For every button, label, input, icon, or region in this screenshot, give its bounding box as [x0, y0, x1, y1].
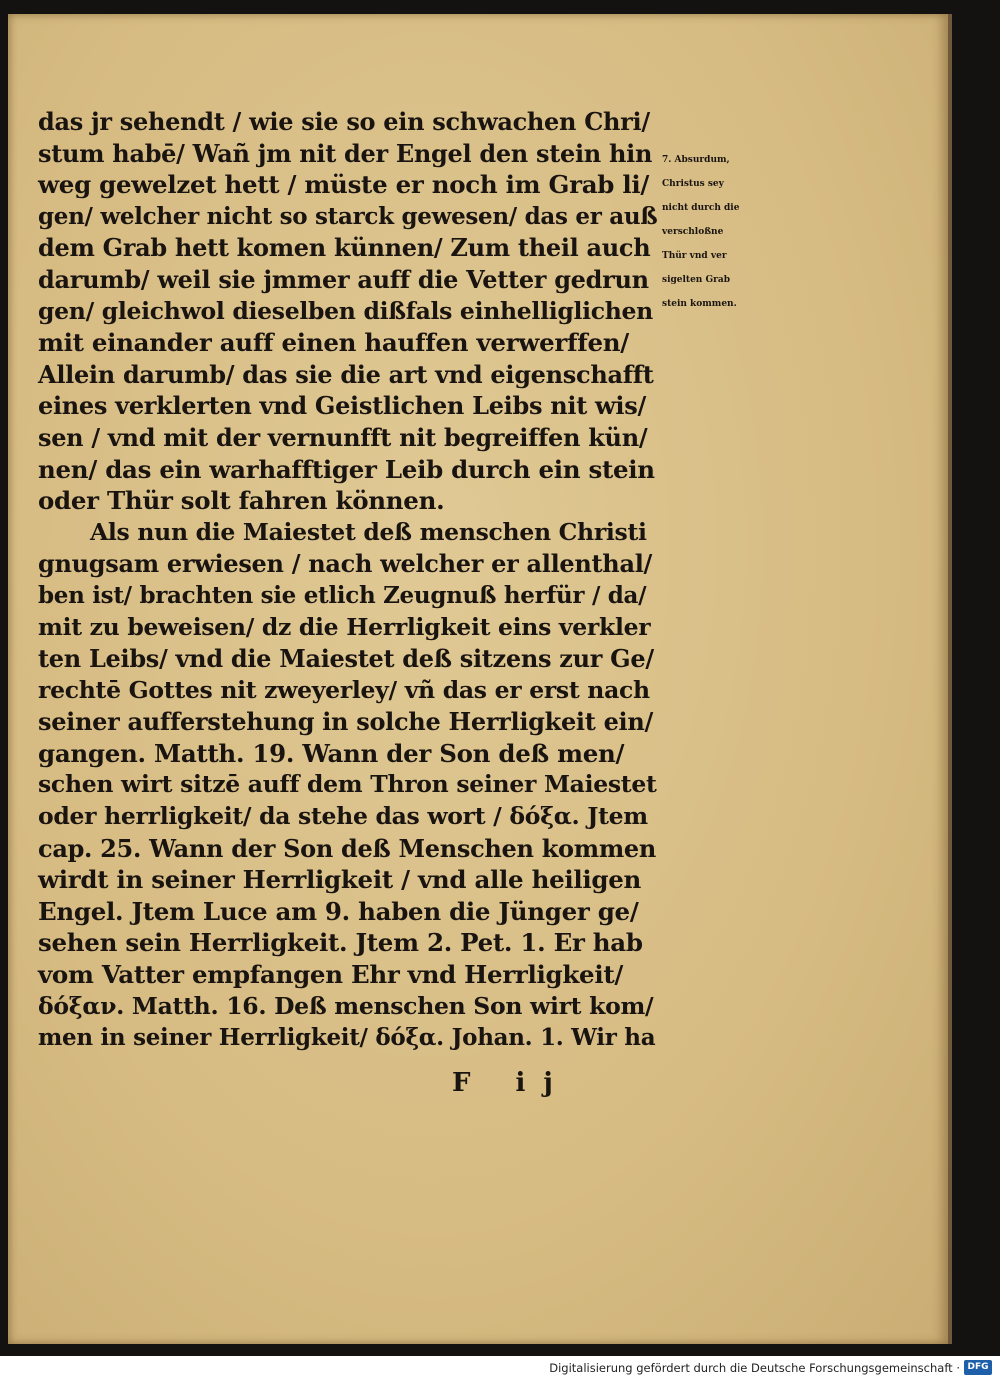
text-line: vom Vatter empfangen Ehr vnd Herrligkeit/ [38, 960, 624, 990]
page-edge [948, 14, 952, 1344]
margin-note-line: stein kommen. [662, 299, 737, 309]
text-line: seiner aufferstehung in solche Herrligkeit ein/ [38, 707, 653, 737]
text-line: eines verklerten vnd Geistlichen Leibs nit wis/ [38, 391, 646, 421]
margin-note-line: Thür vnd ver [662, 251, 727, 261]
margin-note-line: 7. Absurdum, [662, 155, 730, 165]
paragraph-start-line: Als nun die Maiestet deß menschen Christi [90, 517, 647, 546]
text-line: darumb/ weil sie jmmer auff die Vetter gedrun [38, 264, 649, 294]
dfg-logo: DFG [964, 1360, 992, 1375]
text-line: sen / vnd mit der vernunfft nit begreiffen kün/ [38, 422, 648, 452]
margin-note-line: verschloßne [662, 227, 724, 237]
main-text-block [38, 106, 658, 1054]
signature-mark: F ij [452, 1068, 571, 1098]
text-line: mit einander auff einen hauffen verwerffen/ [38, 328, 629, 358]
marginal-note [662, 148, 802, 316]
text-line: das jr sehendt / wie sie so ein schwachen Chri/ [38, 107, 650, 136]
margin-note-line: sigelten Grab [662, 275, 731, 285]
text-line: Allein darumb/ das sie die art vnd eigenschafft [38, 359, 654, 389]
text-line: men in seiner Herrligkeit/ δόξα. Johan. 1. Wir ha [38, 1024, 656, 1052]
text-line: schen wirt sitzē auff dem Thron seiner Maiestet [38, 770, 657, 799]
text-line: Engel. Jtem Luce am 9. haben die Jünger ge/ [38, 896, 639, 926]
text-line: weg gewelzet hett / müste er noch im Grab li/ [38, 170, 650, 200]
funding-credit: Digitalisierung gefördert durch die Deutsche Forschungsgemeinschaft · [549, 1361, 960, 1375]
text-line: gen/ welcher nicht so starck gewesen/ das er auß [38, 202, 658, 230]
text-line: δόξαν. Matth. 16. Deß menschen Son wirt kom/ [38, 991, 654, 1020]
margin-note-line: Christus sey [662, 179, 724, 189]
footer-bar [0, 1356, 1000, 1380]
text-line: rechtē Gottes nit zweyerley/ vñ das er erst nach [38, 675, 650, 704]
text-line: dem Grab hett komen künnen/ Zum theil auch [38, 233, 651, 263]
text-line: wirdt in seiner Herrligkeit / vnd alle heiligen [38, 865, 642, 895]
text-line: sehen sein Herrligkeit. Jtem 2. Pet. 1. Er hab [38, 928, 643, 958]
text-line: mit zu beweisen/ dz die Herrligkeit eins verkler [38, 612, 651, 641]
text-line: nen/ das ein warhafftiger Leib durch ein stein [38, 454, 655, 484]
text-line: gen/ gleichwol dieselben dißfals einhelliglichen [38, 296, 653, 325]
text-line: ten Leibs/ vnd die Maiestet deß sitzens zur Ge/ [38, 644, 654, 674]
margin-note-line: nicht durch die [662, 203, 740, 213]
text-line: ben ist/ brachten sie etlich Zeugnuß herfür / da/ [38, 581, 647, 609]
text-line: gnugsam erwiesen / nach welcher er allenthal/ [38, 549, 652, 579]
text-line: cap. 25. Wann der Son deß Menschen kommen [38, 833, 657, 863]
text-line: oder Thür solt fahren können. [38, 486, 445, 516]
text-line: oder herrligkeit/ da stehe das wort / δόξα. Jtem [38, 802, 648, 831]
text-line: gangen. Matth. 19. Wann der Son deß men/ [38, 738, 625, 768]
text-line: stum habē/ Wañ jm nit der Engel den stein hin [38, 138, 653, 168]
